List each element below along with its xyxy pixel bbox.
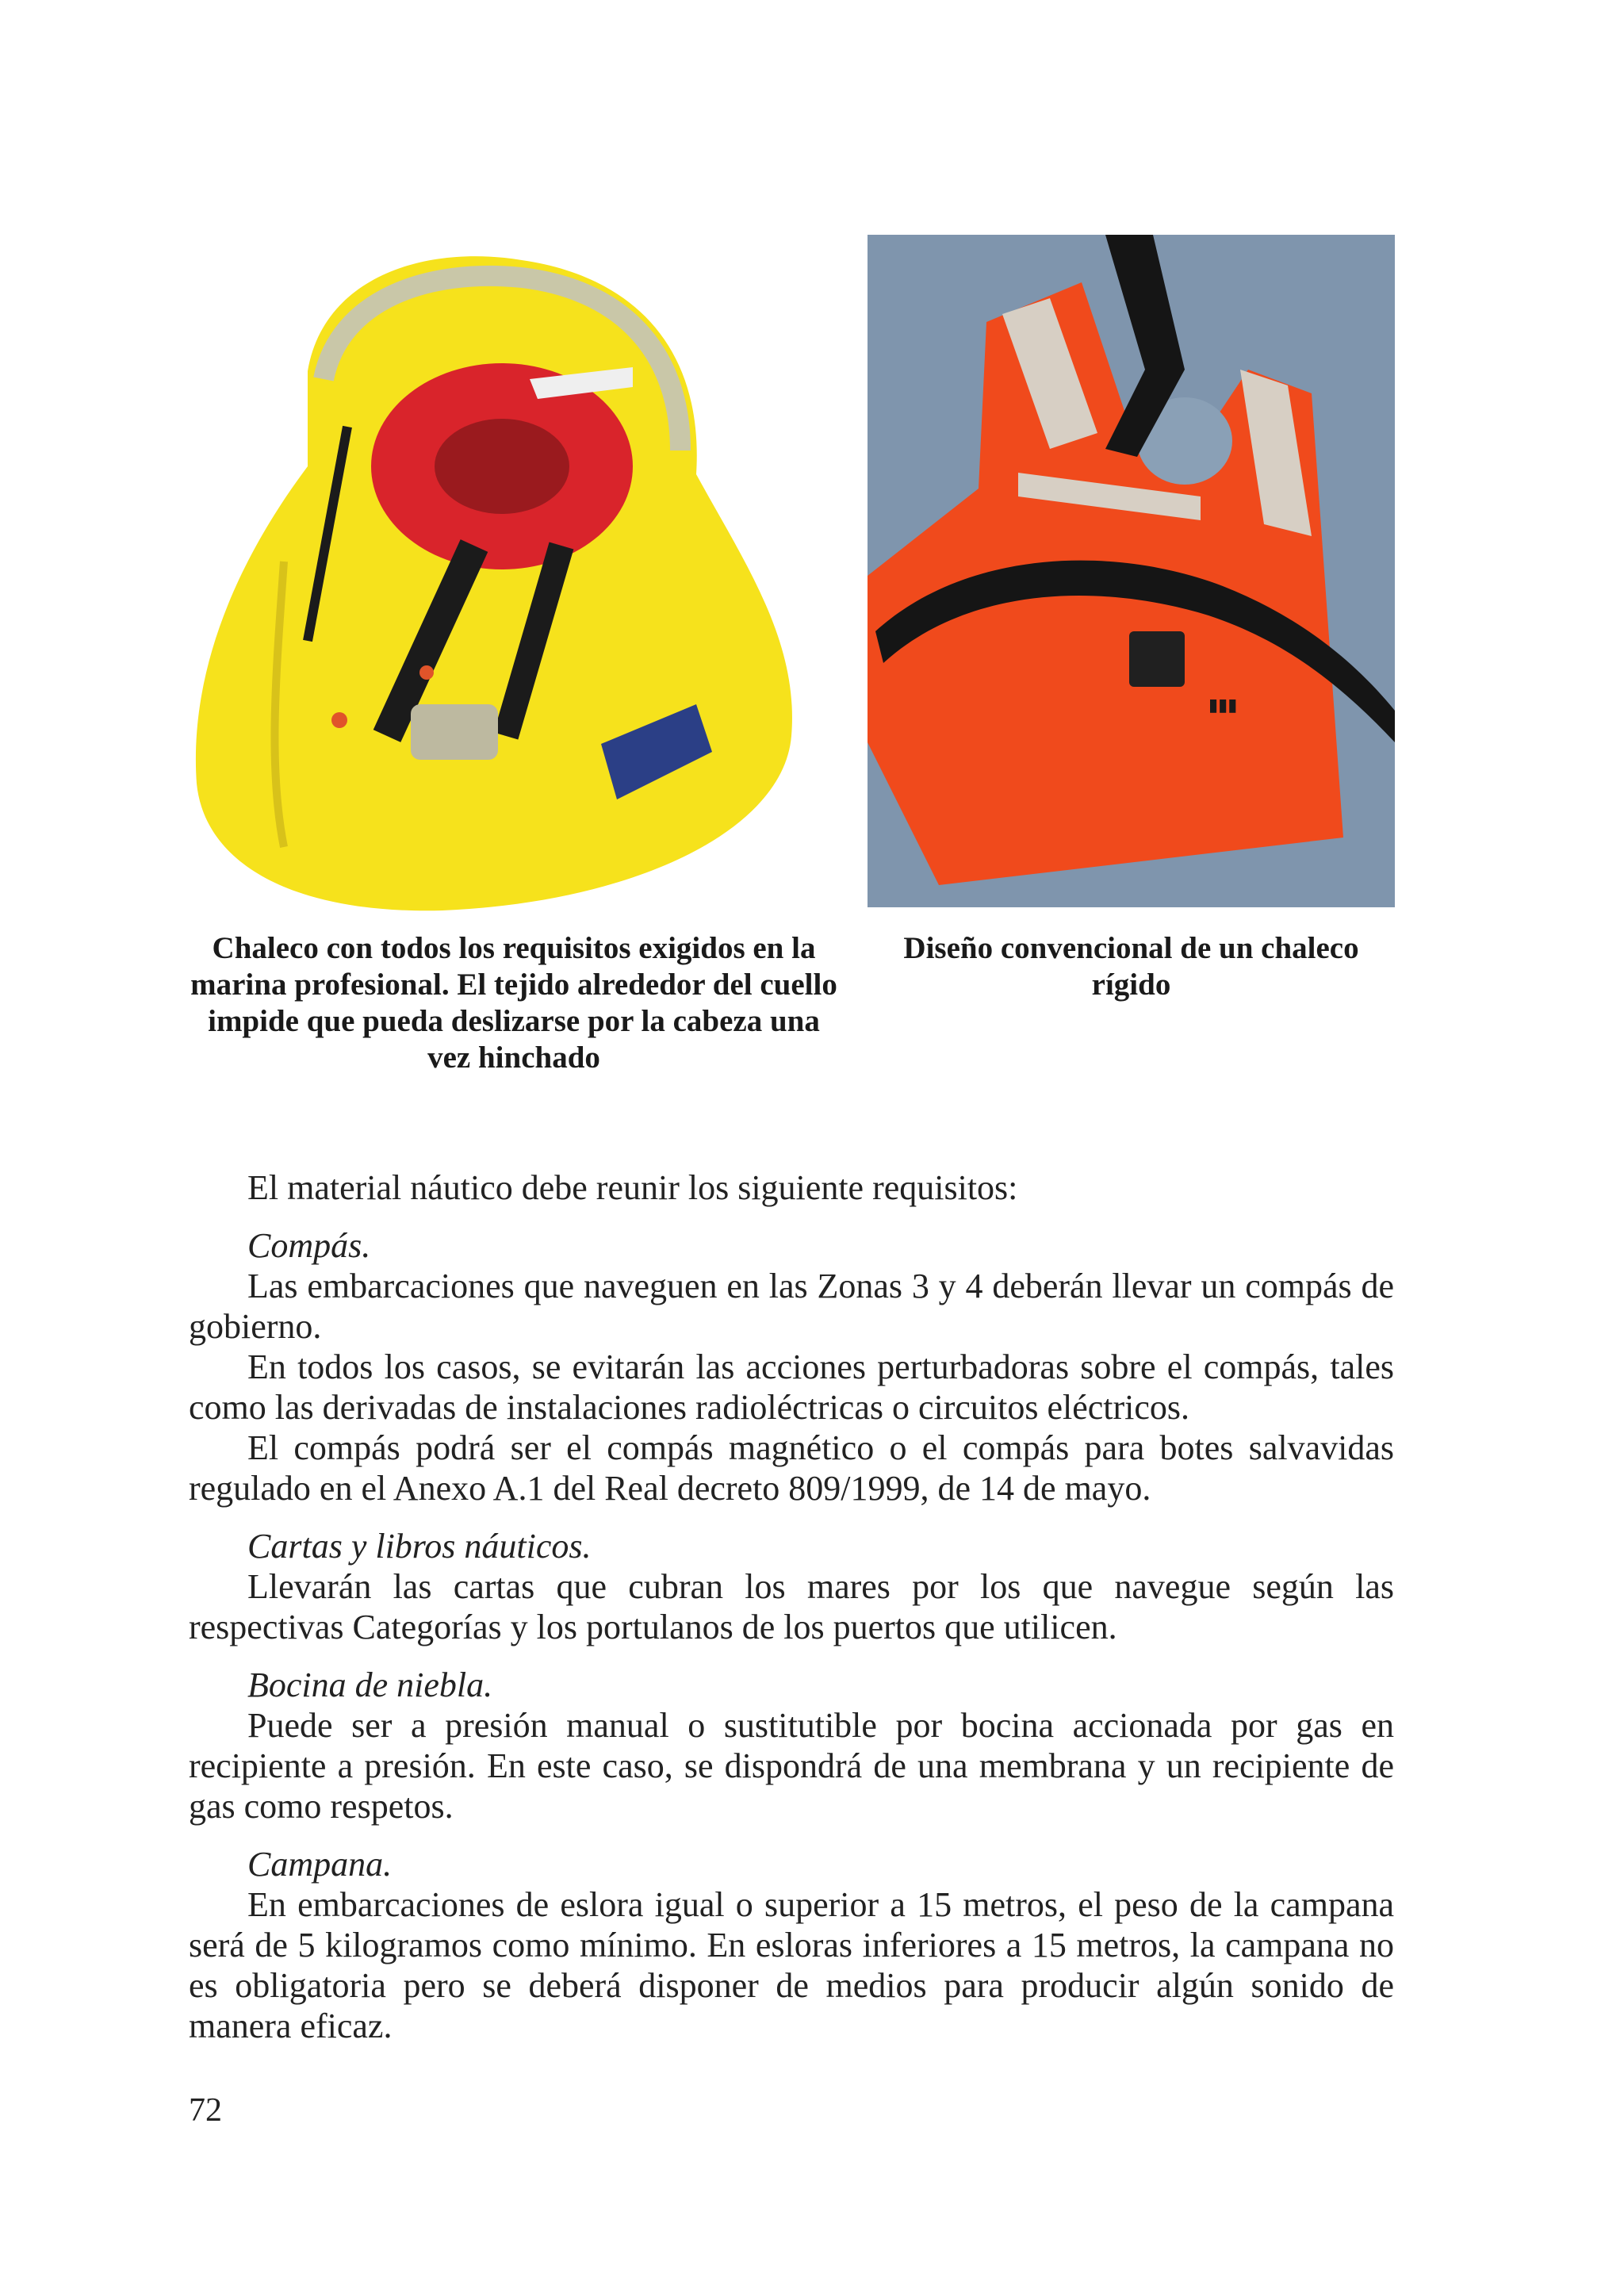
paragraph: El compás podrá ser el compás magnético o el compás para botes salvavidas regulado en el Anexo A.1 del Real decreto 809/1999, de 14 de mayo. (189, 1428, 1394, 1508)
page-number: 72 (189, 2092, 222, 2129)
figure-caption-right: Diseño convencional de un chaleco rígido (903, 931, 1359, 1002)
figure-caption-left: Chaleco con todos los requisitos exigidos en la marina profesional. El tejido alrededor del cuello impide que pueda deslizarse por la cabeza una vez hinchado (190, 931, 837, 1075)
section-heading-cartas: Cartas y libros náuticos. (247, 1527, 592, 1566)
paragraph: Las embarcaciones que naveguen en las Zonas 3 y 4 deberán llevar un compás de gobierno. (189, 1267, 1394, 1346)
section-heading-compas: Compás. (247, 1226, 371, 1265)
paragraph: Llevarán las cartas que cubran los mares por los que navegue según las respectivas Categorías y los portulanos de los puertos que utilicen. (189, 1567, 1394, 1646)
section-heading-bocina: Bocina de niebla. (247, 1665, 493, 1704)
paragraph: En embarcaciones de eslora igual o superior a 15 metros, el peso de la campana será de 5 kilogramos como mínimo. En esloras inferiores a 15 metros, la campana no es obligatoria pero se deberá disponer de medios para producir algún sonido de manera eficaz. (189, 1885, 1394, 2045)
intro-paragraph: El material náutico debe reunir los siguiente requisitos: (247, 1168, 1018, 1207)
svg-text:▮▮▮: ▮▮▮ (1208, 696, 1238, 715)
paragraph: Puede ser a presión manual o sustitutible por bocina accionada por gas en recipiente a presión. En este caso, se dispondrá de una membrana y un recipiente de gas como respetos. (189, 1706, 1394, 1826)
rigid-life-jacket-photo (868, 235, 1395, 907)
paragraph: En todos los casos, se evitarán las acciones perturbadoras sobre el compás, tales como las derivadas de instalaciones radioléctricas o circuitos eléctricos. (189, 1347, 1394, 1427)
body-text (189, 1167, 1394, 2046)
section-heading-campana: Campana. (247, 1845, 393, 1884)
inflatable-life-jacket-photo (189, 228, 839, 926)
